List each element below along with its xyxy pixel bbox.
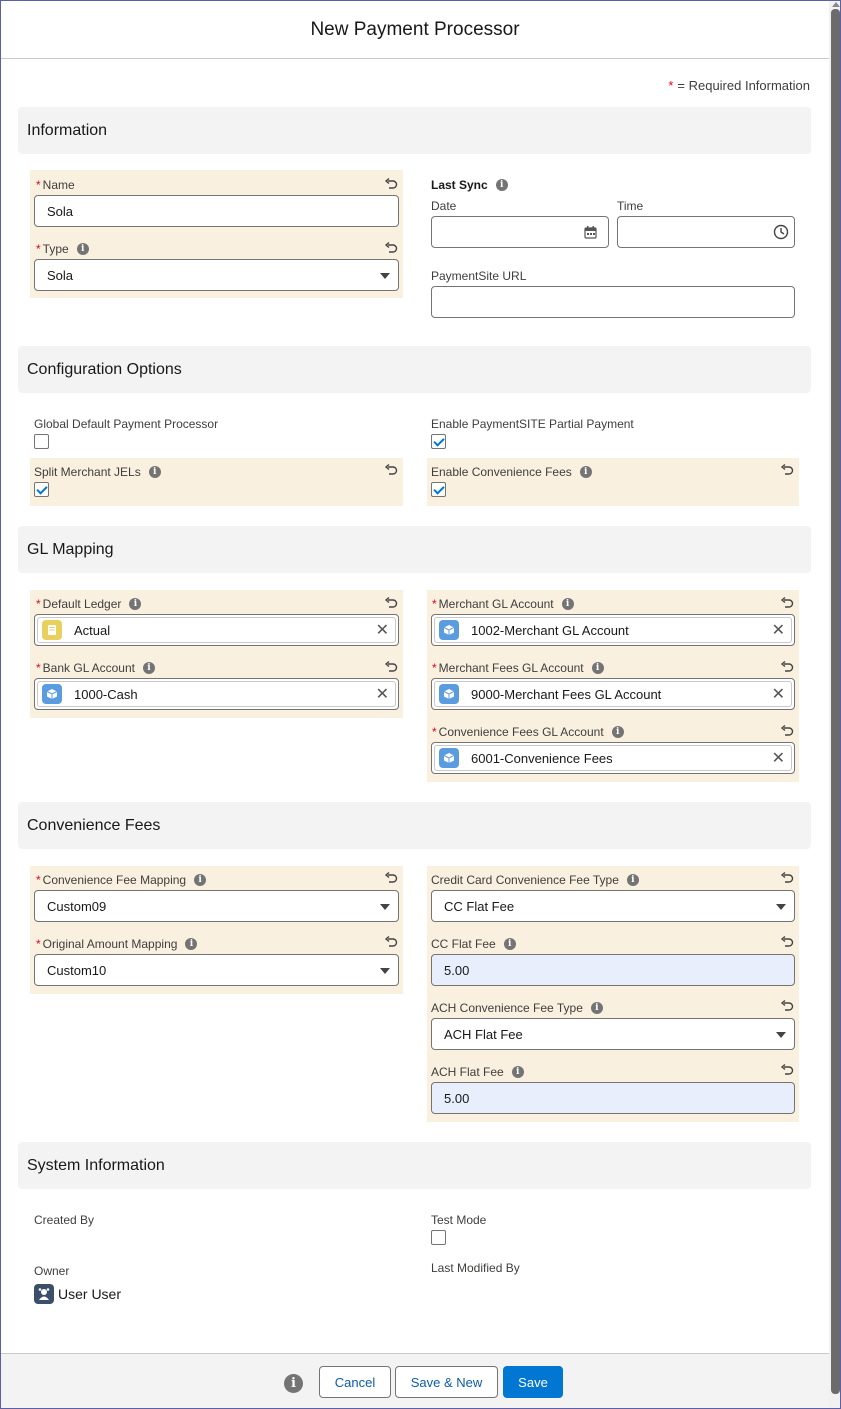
save-and-new-button[interactable]: Save & New — [395, 1366, 498, 1398]
ach-flat-fee-input[interactable]: 5.00 — [431, 1082, 795, 1114]
cc-fee-type-value: CC Flat Fee — [444, 898, 515, 914]
modal-footer — [1, 1353, 829, 1409]
default-ledger-lookup[interactable] — [34, 614, 399, 646]
gl-account-icon — [42, 684, 62, 704]
required-legend — [668, 78, 810, 93]
chevron-down-icon — [380, 904, 390, 910]
convenience-fee-mapping-value: Custom09 — [47, 898, 107, 914]
type-select[interactable] — [34, 259, 399, 291]
info-icon[interactable]: i — [627, 874, 639, 886]
owner-value: User User — [58, 1286, 122, 1302]
scroll-up-arrow-icon[interactable] — [832, 2, 840, 7]
merchant-gl-account-label: * Merchant GL Account i — [432, 597, 574, 611]
date-input[interactable] — [431, 216, 609, 248]
scrollbar[interactable] — [829, 1, 841, 1409]
info-icon[interactable]: i — [591, 1002, 603, 1014]
section-system-information[interactable]: System Information — [18, 1142, 811, 1189]
cc-flat-fee-input[interactable]: 5.00 — [431, 954, 795, 986]
clock-icon[interactable] — [773, 224, 789, 240]
info-icon[interactable]: i — [612, 726, 624, 738]
section-convenience-fees[interactable]: Convenience Fees — [18, 802, 811, 849]
merchant-fees-gl-account-label: * Merchant Fees GL Account i — [432, 661, 604, 675]
convenience-fees-gl-account-label: * Convenience Fees GL Account i — [432, 725, 624, 739]
info-icon[interactable]: i — [562, 598, 574, 610]
name-label: * Name — [36, 178, 75, 192]
partial-payment-label: Enable PaymentSITE Partial Payment — [431, 417, 634, 431]
ledger-icon — [42, 620, 62, 640]
info-icon[interactable]: i — [504, 938, 516, 950]
info-icon[interactable]: i — [143, 662, 155, 674]
required-star: * — [668, 78, 674, 93]
undo-icon[interactable] — [384, 871, 398, 885]
section-information[interactable]: Information — [18, 107, 811, 154]
calendar-icon[interactable] — [584, 226, 597, 239]
info-icon[interactable]: i — [284, 1374, 303, 1393]
cc-fee-type-label: Credit Card Convenience Fee Type i — [431, 873, 639, 887]
save-button[interactable]: Save — [503, 1366, 563, 1398]
ach-flat-fee-label: ACH Flat Fee i — [431, 1065, 524, 1079]
undo-icon[interactable] — [780, 463, 794, 477]
merchant-gl-account-value: 1002-Merchant GL Account — [471, 622, 629, 638]
partial-payment-checkbox[interactable] — [431, 434, 446, 449]
split-jels-checkbox[interactable] — [34, 482, 49, 497]
clear-icon[interactable]: ✕ — [771, 750, 785, 767]
undo-icon[interactable] — [384, 596, 398, 610]
undo-icon[interactable] — [384, 935, 398, 949]
paymentsite-url-input[interactable] — [431, 286, 795, 318]
gl-account-icon — [439, 620, 459, 640]
ach-fee-type-select[interactable] — [431, 1018, 795, 1050]
type-label: * Type i — [36, 242, 89, 256]
undo-icon[interactable] — [780, 724, 794, 738]
name-input[interactable]: Sola — [34, 195, 399, 227]
time-input[interactable] — [617, 216, 795, 248]
ach-fee-type-value: ACH Flat Fee — [444, 1026, 523, 1042]
merchant-fees-gl-account-lookup[interactable] — [431, 678, 795, 710]
info-icon[interactable]: i — [149, 466, 161, 478]
undo-icon[interactable] — [384, 177, 398, 191]
cancel-button[interactable]: Cancel — [319, 1366, 391, 1398]
undo-icon[interactable] — [780, 871, 794, 885]
cc-fee-type-select[interactable] — [431, 890, 795, 922]
chevron-down-icon — [380, 968, 390, 974]
owner-label: Owner — [34, 1264, 70, 1278]
info-icon[interactable]: i — [185, 938, 197, 950]
time-label: Time — [617, 199, 644, 213]
info-icon[interactable]: i — [194, 874, 206, 886]
section-gl-mapping[interactable]: GL Mapping — [18, 526, 811, 573]
bank-gl-account-value: 1000-Cash — [74, 686, 138, 702]
test-mode-checkbox[interactable] — [431, 1230, 446, 1245]
convenience-fees-gl-account-value: 6001-Convenience Fees — [471, 750, 613, 766]
undo-icon[interactable] — [780, 1063, 794, 1077]
chevron-down-icon — [776, 904, 786, 910]
test-mode-label: Test Mode — [431, 1213, 487, 1227]
undo-icon[interactable] — [780, 596, 794, 610]
clear-icon[interactable]: ✕ — [771, 686, 785, 703]
enable-convenience-fees-label: Enable Convenience Fees i — [431, 465, 592, 479]
original-amount-mapping-value: Custom10 — [47, 962, 107, 978]
global-default-label: Global Default Payment Processor — [34, 417, 219, 431]
undo-icon[interactable] — [384, 660, 398, 674]
info-icon[interactable]: i — [129, 598, 141, 610]
undo-icon[interactable] — [780, 999, 794, 1013]
scrollbar-thumb[interactable] — [831, 9, 840, 1394]
cc-flat-fee-label: CC Flat Fee i — [431, 937, 516, 951]
default-ledger-value: Actual — [74, 622, 111, 638]
section-configuration-options[interactable]: Configuration Options — [18, 346, 811, 393]
chevron-down-icon — [776, 1032, 786, 1038]
info-icon[interactable]: i — [592, 662, 604, 674]
bank-gl-account-label: * Bank GL Account i — [36, 661, 155, 675]
clear-icon[interactable]: ✕ — [771, 622, 785, 639]
split-jels-label: Split Merchant JELs i — [34, 465, 161, 479]
undo-icon[interactable] — [780, 660, 794, 674]
convenience-fees-gl-account-lookup[interactable] — [431, 742, 795, 774]
chevron-down-icon — [380, 273, 390, 279]
merchant-gl-account-lookup[interactable] — [431, 614, 795, 646]
ach-fee-type-label: ACH Convenience Fee Type i — [431, 1001, 603, 1015]
clear-icon[interactable]: ✕ — [375, 686, 389, 703]
info-icon[interactable]: i — [496, 179, 508, 191]
info-icon[interactable]: i — [77, 243, 89, 255]
undo-icon[interactable] — [780, 935, 794, 949]
info-icon[interactable]: i — [512, 1066, 524, 1078]
owner-field[interactable] — [34, 1284, 121, 1304]
info-icon[interactable]: i — [580, 466, 592, 478]
gl-account-icon — [439, 684, 459, 704]
required-legend-text: = Required Information — [677, 78, 810, 93]
enable-convenience-fees-checkbox[interactable] — [431, 482, 446, 497]
paymentsite-url-label: PaymentSite URL — [431, 269, 527, 283]
merchant-fees-gl-account-value: 9000-Merchant Fees GL Account — [471, 686, 662, 702]
undo-icon[interactable] — [384, 463, 398, 477]
clear-icon[interactable]: ✕ — [375, 622, 389, 639]
undo-icon[interactable] — [384, 241, 398, 255]
global-default-checkbox[interactable] — [34, 434, 49, 449]
last-modified-by-label: Last Modified By — [431, 1261, 520, 1275]
original-amount-mapping-label: * Original Amount Mapping i — [36, 937, 197, 951]
gl-account-icon — [439, 748, 459, 768]
last-sync-label: Last Sync i — [431, 178, 508, 192]
modal-header — [1, 1, 829, 59]
bank-gl-account-lookup[interactable] — [34, 678, 399, 710]
convenience-fee-mapping-select[interactable] — [34, 890, 399, 922]
date-label: Date — [431, 199, 457, 213]
avatar-icon — [34, 1284, 54, 1304]
type-select-value: Sola — [47, 267, 74, 283]
modal-title: New Payment Processor — [310, 18, 520, 40]
created-by-label: Created By — [34, 1213, 95, 1227]
default-ledger-label: * Default Ledger i — [36, 597, 141, 611]
original-amount-mapping-select[interactable] — [34, 954, 399, 986]
convenience-fee-mapping-label: * Convenience Fee Mapping i — [36, 873, 206, 887]
